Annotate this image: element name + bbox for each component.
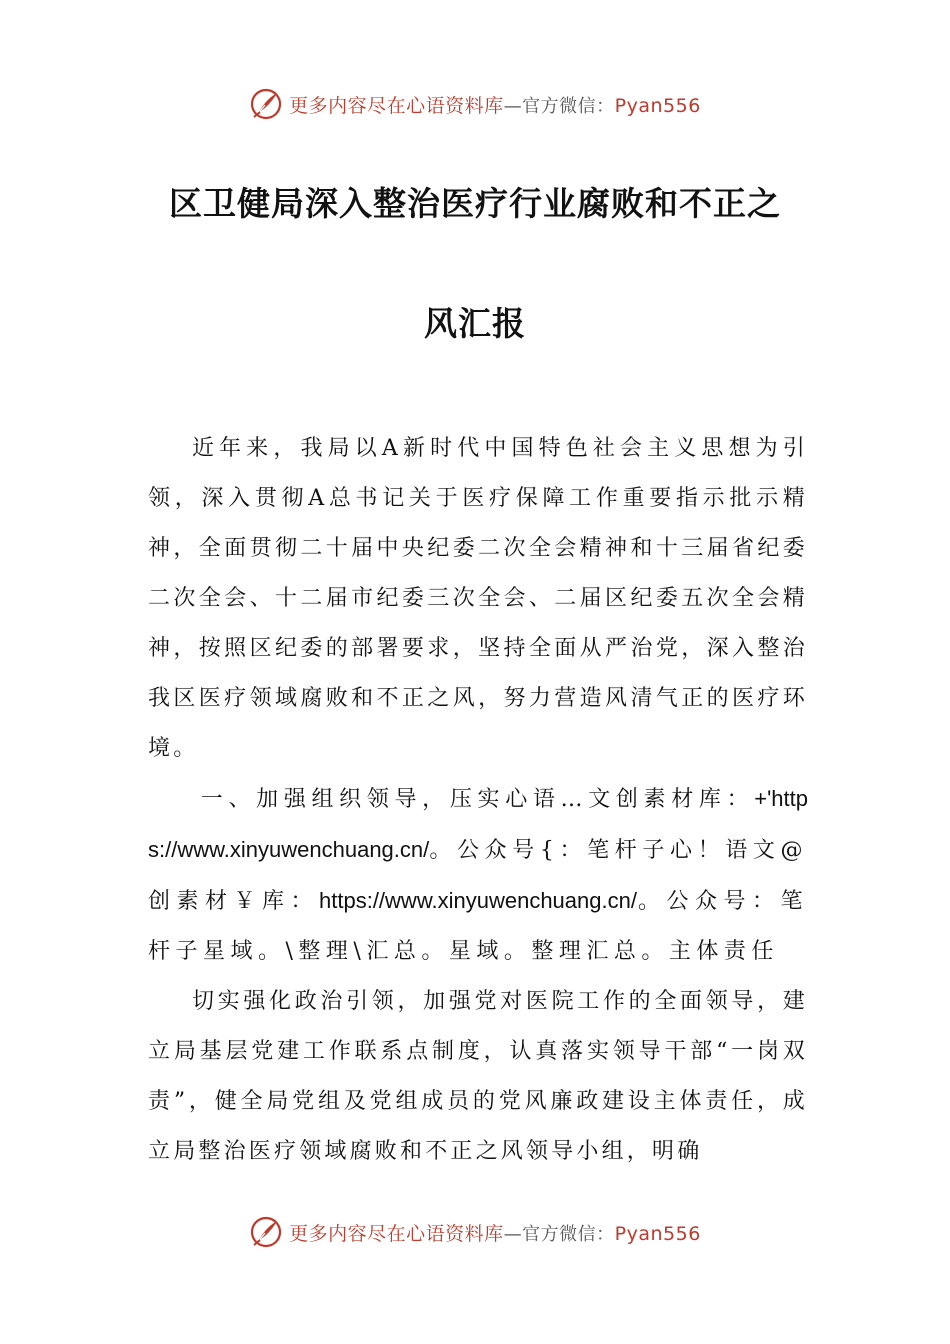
watermark-main-text: 更多内容尽在心语资料库 (289, 94, 504, 117)
paragraph-political-leadership: 切实强化政治引领，加强党对医院工作的全面领导，建立局基层党建工作联系点制度，认真落实领导干部“一岗双责”，健全局党组及党组成员的党风廉政建设主体责任，成立局整治医疗领域腐败和不正之风领导小组，明确 (148, 989, 808, 1164)
watermark-wechat-id: Pyan556 (614, 1222, 701, 1245)
document-title-line1: 区卫健局深入整治医疗行业腐败和不正之 (169, 184, 781, 223)
watermark-separator: — (503, 95, 523, 117)
watermark-text (289, 91, 701, 118)
quill-pen-icon (249, 87, 283, 121)
section-heading-1 (148, 774, 808, 977)
paragraph-intro: 近年来，我局以A新时代中国特色社会主义思想为引领，深入贯彻A总书记关于医疗保障工作重要指示批示精神，全面贯彻二十届中央纪委二次全会精神和十三届省纪委二次全会、十二届市纪委三次全会、二届区纪委五次全会精神，按照区纪委的部署要求，坚持全面从严治党，深入整治我区医疗领域腐败和不正之风，努力营造风清气正的医疗环境。 (148, 436, 808, 761)
footer-watermark (0, 1212, 950, 1252)
heading-url-1: +'https://www.xinyuwenchuang.cn/ (148, 786, 808, 862)
watermark-official-label: 官方微信： (522, 1223, 615, 1245)
header-watermark (0, 84, 950, 124)
heading-text-part3: 。公众号：笔杆子星域。\整理\汇总。星域。整理汇总。主体责任 (148, 889, 808, 964)
document-title-line2: 风汇报 (424, 304, 526, 343)
heading-url-2: https://www.xinyuwenchuang.cn/ (319, 888, 637, 913)
heading-text-part1: 一、加强组织领导，压实心语…文创素材库： (200, 787, 755, 812)
watermark-separator: — (503, 1223, 523, 1245)
document-body (148, 424, 808, 1177)
watermark-text (289, 1219, 701, 1246)
watermark-main-text: 更多内容尽在心语资料库 (289, 1222, 504, 1245)
quill-pen-icon (249, 1215, 283, 1249)
watermark-wechat-id: Pyan556 (614, 94, 701, 117)
watermark-official-label: 官方微信： (522, 95, 615, 117)
heading-text-part2: 。公众号{：笔杆子心！语文@创素材￥库： (148, 838, 808, 914)
